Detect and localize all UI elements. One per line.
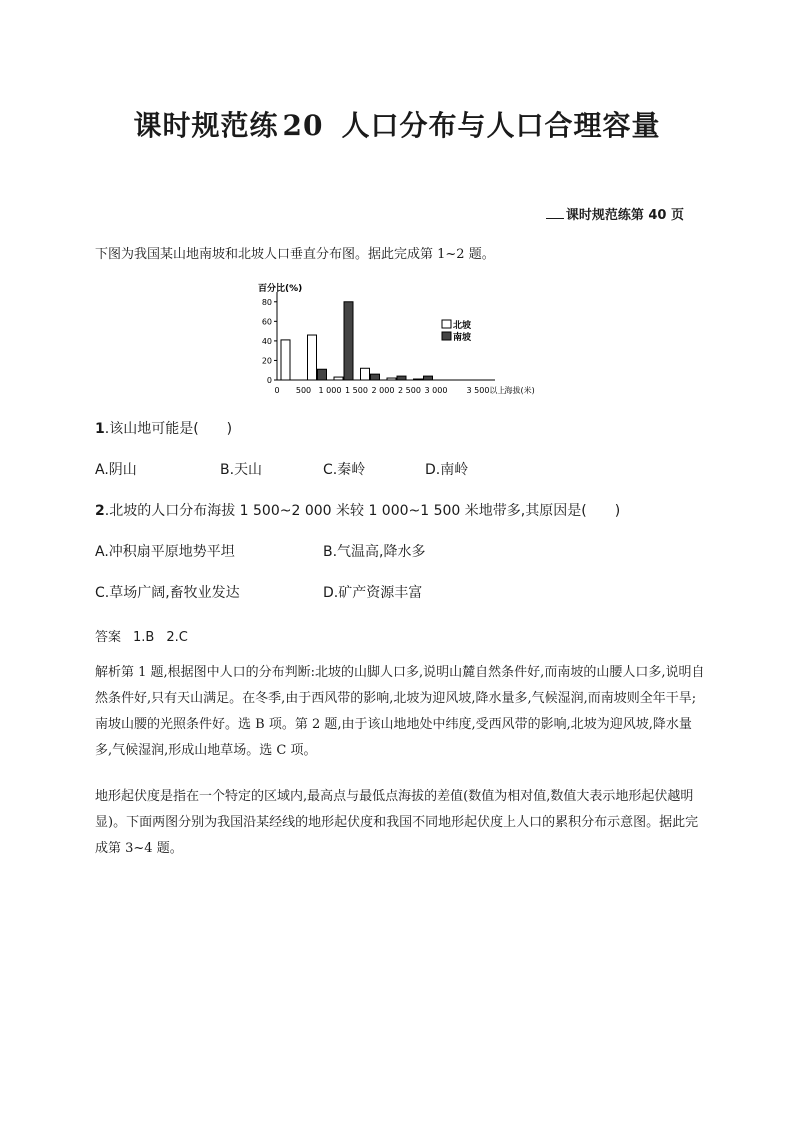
bar-south-slope <box>424 376 433 380</box>
page-title <box>0 104 794 144</box>
title-topic: 人口分布与人口合理容量 <box>341 109 661 142</box>
x-axis-label: 海拔(米) <box>504 386 535 395</box>
blank-line <box>546 218 564 219</box>
q2-option-b: B.气温高,降水多 <box>323 544 426 560</box>
x-tick-label: 500 <box>295 386 312 395</box>
population-chart <box>250 282 550 402</box>
x-tick-label: 2 000 <box>371 386 395 395</box>
legend-label: 北坡 <box>453 321 472 331</box>
question-2-number: 2 <box>95 503 105 519</box>
title-main: 课时规范练 <box>133 109 279 142</box>
bar-south-slope <box>344 302 353 380</box>
q2-option-d: D.矿产资源丰富 <box>323 585 423 601</box>
y-tick-label: 80 <box>261 297 272 307</box>
bar-north-slope <box>334 377 343 380</box>
intro-paragraph-2: 地形起伏度是指在一个特定的区域内,最高点与最低点海拔的差值(数值为相对值,数值大表示地形起伏越明显)。下面两图分别为我国沿某经线的地形起伏度和我国不同地形起伏度上人口的累积分布示意图。据此完成第 3~4 题。 <box>95 789 699 856</box>
q1-option-a: A.阴山 <box>95 462 137 478</box>
bar-north-slope <box>387 378 396 380</box>
y-tick-label: 20 <box>261 356 272 366</box>
q2-option-c: C.草场广阔,畜牧业发达 <box>95 585 240 601</box>
y-tick-label: 0 <box>266 376 272 385</box>
x-tick-label: 1 500 <box>345 386 368 395</box>
x-tick-label: 3 000 <box>424 386 448 395</box>
q2-option-a: A.冲积扇平原地势平坦 <box>95 544 235 560</box>
answer-1: 1.B <box>133 630 155 645</box>
page-reference-text: 课时规范练第 40 页 <box>565 208 684 223</box>
page-reference <box>546 204 684 223</box>
question-2 <box>95 500 620 520</box>
y-tick-label: 40 <box>261 336 272 346</box>
y-axis-label: 百分比(%) <box>258 284 303 294</box>
q1-option-c: C.秦岭 <box>323 462 366 478</box>
title-number: 20 <box>282 109 324 142</box>
answer-2: 2.C <box>166 630 188 645</box>
question-1-text: .该山地可能是( ) <box>104 421 233 437</box>
q1-option-d: D.南岭 <box>425 462 469 478</box>
bar-north-slope <box>281 340 290 380</box>
bar-south-slope <box>371 374 380 380</box>
bar-south-slope <box>397 376 406 380</box>
x-tick-label: 2 500 <box>398 386 421 395</box>
x-tick-label: 0 <box>274 386 280 395</box>
q1-option-b: B.天山 <box>220 462 263 478</box>
bar-north-slope <box>414 379 423 380</box>
bar-north-slope <box>361 368 370 380</box>
intro-paragraph-1: 下图为我国某山地南坡和北坡人口垂直分布图。据此完成第 1~2 题。 <box>95 247 495 262</box>
question-1 <box>95 418 232 438</box>
bar-north-slope <box>308 335 317 380</box>
question-1-number: 1 <box>95 421 105 437</box>
legend-swatch <box>442 332 451 340</box>
analysis-paragraph: 解析第 1 题,根据图中人口的分布判断:北坡的山脚人口多,说明山麓自然条件好,而南坡的山腰人口多,说明自然条件好,只有天山满足。在冬季,由于西风带的影响,北坡为迎风坡,降水量多,气候湿润,而南坡则全年干旱;南坡山腰的光照条件好。选 B 项。第 2 题,由于该山地地处中纬度,受西风带的影响,北坡为迎风坡,降水量多,气候湿润,形成山地草场。选 C 项。 <box>95 665 705 758</box>
legend-label: 南坡 <box>453 333 472 343</box>
legend-swatch <box>442 320 451 328</box>
answer-label: 答案 <box>95 630 122 645</box>
x-tick-label: 1 000 <box>318 386 342 395</box>
answer-line <box>95 626 200 645</box>
y-tick-label: 60 <box>261 317 272 327</box>
question-2-text: .北坡的人口分布海拔 1 500~2 000 米较 1 000~1 500 米地带多,其原因是( ) <box>104 503 621 519</box>
x-tick-label: 3 500以上 <box>466 386 506 395</box>
bar-south-slope <box>318 369 327 380</box>
